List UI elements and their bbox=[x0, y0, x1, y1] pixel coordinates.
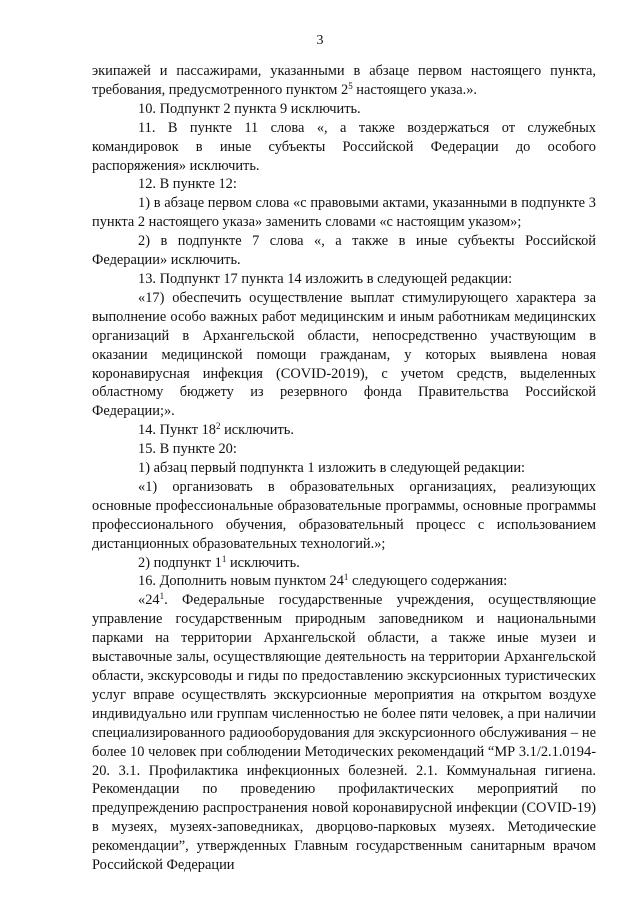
paragraph bbox=[92, 270, 596, 289]
paragraph bbox=[92, 175, 596, 194]
paragraph-text: «24 bbox=[138, 592, 160, 609]
paragraph-text: 16. Дополнить новым пунктом 24 bbox=[138, 573, 344, 590]
paragraph-text: . Федеральные государственные учреждения, осуществляющие управление государственным природным заповедником и национальными парками на территории Архангельской области, а также иные музеи и выставочные залы, осуществляющие деятельность на территории Архангельской области, экскурсоводы и гиды по предоставлению экскурсионных туристических услуг вправе осуществлять экскурсионные мероприятия на открытом воздухе индивидуально или группам численностью не более пяти человек, а при наличии специализированного радиооборудования для экскурсионного обслуживания – не более 10 человек при соблюдении Методических рекомендаций “МР 3.1/2.1.0194-20. 3.1. Профилактика инфекционных болезней. 2.1. Коммунальная гигиена. Рекомендации по проведению профилактических мероприятий по предупреждению распространения новой коронавирусной инфекции (COVID-19) в музеях, музеях-заповедниках, дворцово-парковых музеях. Методические рекомендации”, утвержденных Главным государственным санитарным врачом Российской Федерации bbox=[92, 592, 596, 874]
paragraph-text: 15. В пункте 20: bbox=[138, 441, 237, 458]
paragraph bbox=[92, 100, 596, 119]
paragraph-text: экипажей и пассажирами, указанными в абзаце первом настоящего пункта, требования, предусмотренного пунктом 2 bbox=[92, 63, 596, 98]
paragraph-text: «17) обеспечить осуществление выплат стимулирующего характера за выполнение особо важных работ медицинским и иным работникам медицинских организаций в Архангельской области, непосредственно участвующим в оказании медицинской помощи гражданам, у которых выявлена новая коронавирусная инфекция (COVID-2019), с учетом средств, выделенных областному бюджету из резервного фонда Правительства Российской Федерации;». bbox=[92, 289, 596, 420]
paragraph bbox=[92, 194, 596, 232]
paragraph bbox=[92, 119, 596, 176]
superscript: 2 bbox=[215, 421, 221, 432]
paragraph bbox=[92, 289, 596, 421]
paragraph bbox=[92, 232, 596, 270]
paragraph bbox=[92, 591, 596, 875]
paragraph bbox=[92, 440, 596, 459]
paragraph-text: 10. Подпункт 2 пункта 9 исключить. bbox=[138, 100, 361, 117]
paragraph bbox=[92, 554, 596, 573]
paragraph bbox=[92, 62, 596, 100]
paragraph-text: «1) организовать в образовательных организациях, реализующих основные профессиональные образовательные программы, основные программы профессионального обучения, образовательный процесс с использованием дистанционных образовательных технологий.»; bbox=[92, 478, 596, 552]
superscript: 1 bbox=[221, 553, 227, 564]
paragraph-text: 2) подпункт 1 bbox=[138, 554, 222, 571]
paragraph-text: 14. Пункт 18 bbox=[138, 422, 216, 439]
paragraph-text: 12. В пункте 12: bbox=[138, 176, 237, 193]
paragraph-text: исключить. bbox=[226, 554, 300, 571]
paragraph-text: 1) в абзаце первом слова «с правовыми актами, указанными в подпункте 3 пункта 2 настоящего указа» заменить словами «с настоящим указом»; bbox=[92, 195, 596, 231]
paragraph-text: настоящего указа.». bbox=[352, 81, 478, 98]
paragraph bbox=[92, 421, 596, 440]
paragraph-text: 2) в подпункте 7 слова «, а также в иные субъекты Российской Федерации» исключить. bbox=[92, 233, 596, 269]
paragraph-text: следующего содержания: bbox=[348, 573, 508, 590]
paragraph-text: исключить. bbox=[220, 422, 294, 439]
document-body bbox=[92, 62, 596, 875]
paragraph-text: 1) абзац первый подпункта 1 изложить в следующей редакции: bbox=[138, 460, 526, 477]
superscript: 1 bbox=[343, 572, 349, 583]
page-number: 3 bbox=[316, 33, 324, 48]
paragraph-text: 11. В пункте 11 слова «, а также воздержаться от служебных командировок в иные субъекты Российской Федерации до особого распоряжения» исключить. bbox=[92, 119, 596, 174]
paragraph bbox=[92, 572, 596, 591]
paragraph-text: 13. Подпункт 17 пункта 14 изложить в следующей редакции: bbox=[138, 270, 513, 287]
paragraph bbox=[92, 459, 596, 478]
superscript: 1 bbox=[159, 591, 165, 602]
paragraph bbox=[92, 478, 596, 554]
superscript: 5 bbox=[348, 80, 353, 91]
